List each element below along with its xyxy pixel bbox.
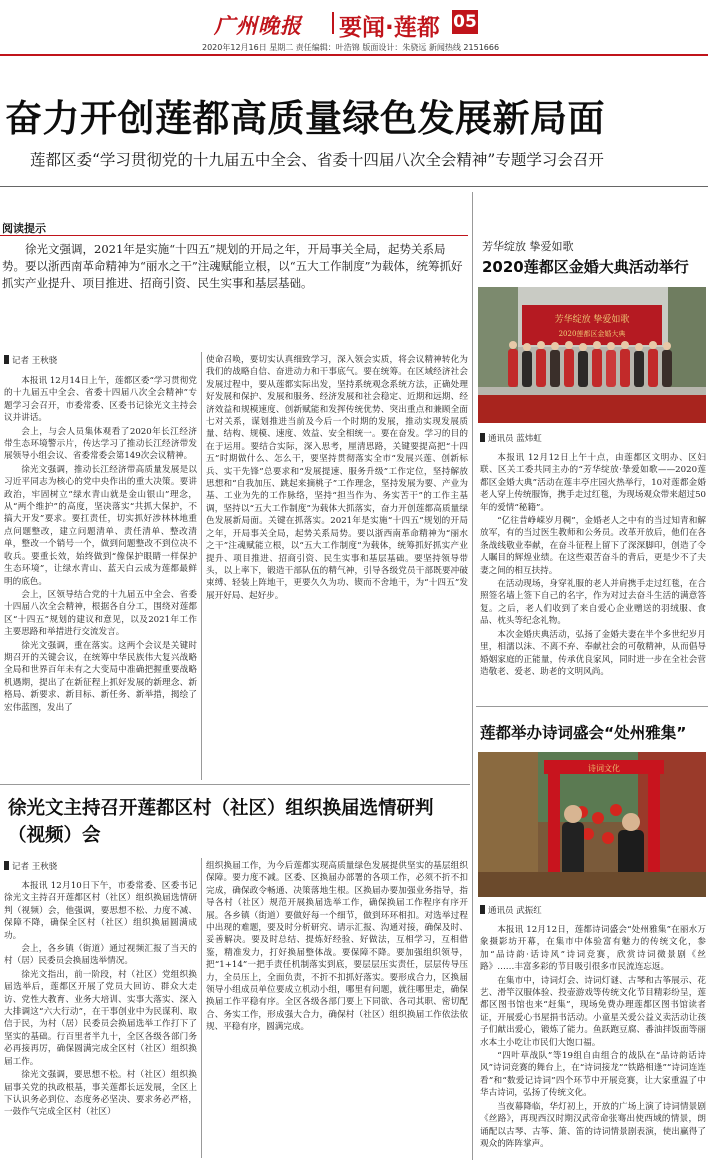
story1-column-1: [4, 375, 197, 780]
story3-para: “亿往昔峥嵘岁月稠”，金婚老人之中有的当过知青和解放军，有的当过医生教师和公务员。改革开放后，他们在各条战线敬业奉献，在奋斗征程上留下了深深脚印，创造了令人瞩目的辉煌业绩。在这些艰苦奋斗的背后，更是少不了夫妻之间的相互扶持。: [480, 516, 706, 576]
story4-para: 当夜幕降临，华灯初上，开放的广场上演了诗词情景剧《丝路》，再现西汉时期汉武帝命张骞出使西域的情景，朗诵配以古琴、古筝、箫、笛的诗词情景剧表演，使出赢得了观众的阵阵掌声。: [480, 1101, 706, 1149]
poetry-festival-photo: [478, 752, 706, 897]
story3-byline: [480, 432, 542, 444]
story3-para: 本次金婚庆典活动，弘扬了金婚夫妻在半个多世纪岁月里，相濡以沫、不离不弃、奉献社会的可敬精神，从而倡导婚姻家庭的正能量，传承优良家风，同时进一步在全社会营造敬老、爱老、助老的文明风尚。: [480, 629, 706, 677]
story4-para: 在集市中，诗词灯会、诗词灯谜、古琴和古筝展示、花艺、滑竿汉服体验、投壶游戏等传统文化节目精彩纷呈，莲都区图书馆也来“赶集”，现场免费办理莲都区图书馆读者证，开展爱心书屋捐书活动。小童星关爱公益义卖活动让孩子们献出爱心，锻炼了能力。鱼跃跑豆腐、番油拌饭面等丽水本土小吃让市民们大饱口福。: [480, 975, 706, 1048]
story3-para: 在活动现场，身穿礼服的老人并肩携手走过红毯，在合照签名墙上签下自己的名字，作为对过去奋斗生活的满意答复。之后，老人们收到了来自爱心企业赠送的羽绒服、食品、枕头等纪念礼物。: [480, 579, 706, 627]
story3-para: 本报讯 12月12日上午十点，由莲都区文明办、区妇联、区关工委共同主办的“芳华绽放·挚爱如歌——2020莲都区金婚大典”活动在莲丰亭庄园火热举行，10对莲都金婚老人穿上传统服饰，携手走过红毯，为现场观众带来超过50年的爱情“秘籍”。: [480, 453, 706, 513]
story4-byline-text: 通讯员 武振红: [488, 906, 542, 916]
newspaper-logo: 广州晚报: [214, 13, 302, 38]
story3-body: [480, 452, 706, 700]
story1-col1-para: 会上，区领导结合党的十九届五中全会、省委十四届八次全会精神，根据各自分工，围绕对莲都区“十四五”规划的建议和意见，以及2021年工作主要思路和举措进行交流发言。: [4, 589, 197, 638]
lead-label: 阅读提示: [2, 222, 46, 235]
photo-banner-text: 诗词文化: [588, 764, 620, 773]
story4-para: “四叶草战队”等19组自由组合的战队在“品诗韵话诗风”诗词竞赛的舞台上，在“诗词接龙”“铁路相逢”“诗词连连看”和“数爱记诗词”四个环节中开展竞赛，让大家重温了中华古诗词，弘扬了传统文化。: [480, 1051, 706, 1099]
story2-byline-text: 记者 王秋骁: [12, 862, 58, 872]
masthead-divider: [332, 12, 334, 34]
poetry-festival-photo-art: [478, 752, 706, 897]
story2-column-1: [4, 880, 197, 1160]
byline-marker-icon: [4, 355, 9, 364]
main-headline: 奋力开创莲都高质量绿色发展新局面: [5, 97, 605, 140]
story3-byline-text: 通讯员 蓝炜虹: [488, 434, 542, 444]
story2-column-2: [206, 860, 468, 1160]
column-divider-main: [472, 192, 473, 1160]
masthead-rule: [0, 54, 708, 56]
story4-byline: [480, 904, 542, 916]
story2-col1-para: 会上，各乡镇（街道）通过视频汇报了当天的村（居）民委员会换届选举情况。: [4, 944, 197, 967]
story2-col1-para: 本报讯 12月10日下午，市委常委、区委书记徐光文主持召开莲都区村（社区）组织换届选情研判（视频）会，他强调，要思想不松、力度不减、保障不降，确保全区村（社区）组织换届圆满成功。: [4, 881, 197, 941]
story4-body: [480, 924, 706, 1160]
section-title: 要闻·莲都: [339, 15, 440, 41]
golden-wedding-photo: [478, 287, 706, 423]
story1-col1-para: 会上，与会人员集体观看了2020年长江经济带生态环境警示片，传达学习了推动长江经济带发展领导小组会议、省委常委会第149次会议精神。: [4, 426, 197, 462]
issue-info: 2020年12月16日 星期二 责任编辑：叶浩锦 版面设计：朱骁远 新闻热线 2151666: [202, 43, 500, 52]
story2-col2-para: 组织换届工作，为今后莲都实现高质量绿色发展提供坚实的基层组织保障。要力度不减。区委、区换届办部署的各项工作，必须不折不扣完成，确保政令畅通、决策落地生根。区换届办要加强业务指导，指导各村（社区）规范开展换届选举工作，确保换届工作程序有序开展。各乡镇（街道）要做好每一个细节，做到环环相扣。对选举过程中出现的难题，要及时分析研究、请示汇报、沟通对接，确保及时、妥善解决。要及时总结、提炼好经验、好做法，互相学习，互相借鉴，精准发力，打好换届整体战。要保障不降。要加强组织领导，把“1+14”一把手责任机制落实到底，要层层压实责任，层层传导压力，全员压上，全面负责，不折不扣抓好落实。要形成合力，区换届领导小组成员单位要成立机动小组，哪里有问题，就往哪里走，确保换届工作平稳有序。全区各级各部门要上下同欲、各司其职、密切配合、务实工作，形成强大合力，确保村（社区）组织换届工作依法依规、平稳有序，圆满完成。: [206, 861, 468, 1033]
column-divider-story2: [201, 858, 202, 1158]
byline-marker-icon: [4, 861, 9, 870]
story2-headline: 徐光文主持召开莲都区村（社区）组织换届选情研判（视频）会: [8, 798, 434, 846]
masthead: [0, 0, 708, 52]
photo-banner-text: 芳华绽放 挚爱如歌: [554, 315, 630, 325]
story3-kicker: 芳华绽放 挚爱如歌: [482, 240, 574, 253]
page-number-badge: 05: [453, 12, 477, 32]
right-story-separator: [476, 706, 708, 707]
story1-byline: [4, 354, 57, 366]
headline-rule: [0, 186, 708, 187]
story1-col1-para: 徐光文强调，重在落实。这两个会议是关键时期召开的关键会议，在统筹中华民族伟大复兴战略全局和世界百年未有之大变局中准确把握重要战略机遇期，提出了在新征程上抓好发展的新理念、新格局、新要求、新目标、新任务、新举措，揭绘了宏伟蓝图，发出了: [4, 640, 197, 713]
byline-marker-icon: [480, 905, 485, 914]
story1-col1-para: 本报讯 12月14日上午，莲都区委“学习贯彻党的十九届五中全会、省委十四届八次全会精神”专题学习会召开，市委常委、区委书记徐光文主持会议并讲话。: [4, 376, 197, 424]
byline-marker-icon: [480, 433, 485, 442]
story1-col2-para: 使命召唤，要切实认真细致学习，深入领会实质，将会议精神转化为我们的战略自信、奋进动力和干事底气。要在统筹。在区域经济社会发展过程中，要从莲都实际出发，坚持系统观念系统方法，正确处理好发展和保护、发展和服务、经济发展和社会稳定、近期和远期、经济效益和规模速度、创新赋能和发挥传统优势、突出重点和兼顾全面七对关系，谋划推进当前及今后一个时期的发展，推动实现发展质量、结构、规模、速度、效益、安全相统一。要在奋发。学习的目的在于运用。要结合实际，深入思考，厘清思路，关键要提高把“十四五”时期做什么、怎么干，要坚持贯彻落实全市“发展兴莲、创新标兵、实干先锋”总要求和“发展提速、服务升级”工作定位，坚持解放思想和“自我加压、跳起来摘桃子”工作理念，坚持发展为要、产业为基、工业为先的工作脉络，坚持“担当作为、务实苦干”的工作主基调，坚持以“五大工作制度”为载体大抓落实，奋力开创莲都高质量绿色发展新局面。关键在抓落实。2021年是实施“十四五”规划的开局之年，开局事关全局，起势关系局势。要以浙西南革命精神为“丽水之干”注魂赋能立根，以“五大工作制度”为载体，统筹抓好抓实产业提升、项目推进、招商引资、民生实事和基层基础。要坚持领导带头，以上率下，锻造干部队伍的精气神，引导各级党员干部既要冲破束缚、轻装上阵地干，更要久久为功、锲而不舍地干，为“十四五”发展开好局、起好步。: [206, 355, 468, 601]
column-divider-story1: [201, 352, 202, 780]
story2-col1-para: 徐光文指出，前一阶段，村（社区）党组织换届选举后，莲都区开展了党员大回访、群众大走访、党性大教育、业务大培训、实事大落实、深入大排调这“六大行动”，在干事创业中为民谋利、取信于民，为村（居）民委员会换届选举工作打下了坚实的基础。行百里者半九十，全区各级各部门务必再接再厉，确保圆满完成全区村（社区）组织换届工作。: [4, 969, 197, 1067]
lead-text: 徐光文强调，2021年是实施“十四五”规划的开局之年，开局事关全局，起势关系局势。要以浙西南革命精神为“丽水之干”注魂赋能立根，以“五大工作制度”为载体，统筹抓好抓实产业提升、项目推进、招商引资、民生实事和基层基础。: [2, 242, 463, 290]
story2-byline: [4, 860, 57, 872]
story2-col1-para: 徐光文强调，要思想不松。村（社区）组织换届事关党的执政根基，事关莲都长远发展，全区上下认识务必到位、态度务必坚决、要求务必严格，一鼓作气完成全区村（社区）: [4, 1070, 197, 1118]
photo-banner-subtext: 2020莲都区金婚大典: [558, 330, 626, 338]
story-separator: [0, 784, 470, 785]
story1-col1-para: 徐光文强调，推动长江经济带高质量发展是以习近平同志为核心的党中央作出的重大决策。要讲政治，牢固树立“绿水青山就是金山银山”理念，从“两个维护”的高度，坚决落实“共抓大保护，不搞大开发”要求。要扛责任，切实抓好涉林林地重点问题整改，建立问题清单、责任清单、整改清单，整改一个销号一个，做到问题整改不到位决不收兵。要重长效，始终做到“像保护眼睛一样保护生态环境”，让绿水青山、蓝天白云成为莲都最鲜明的底色。: [4, 464, 197, 587]
golden-wedding-photo-art: [478, 287, 706, 423]
lead-rule: [0, 235, 468, 236]
story1-byline-text: 记者 王秋骁: [12, 356, 58, 366]
story4-headline: 莲都举办诗词盛会“处州雅集”: [480, 724, 687, 742]
story3-headline: 2020莲都区金婚大典活动举行: [482, 258, 689, 276]
main-subheadline: 莲都区委“学习贯彻党的十九届五中全会、省委十四届八次全会精神”专题学习会召开: [30, 151, 604, 169]
story4-para: 本报讯 12月12日，莲都诗词盛会“处州雅集”在丽水万象摄影坊开幕，在集市中体验富有魅力的传统文化，参加“品诗韵·话诗风”诗词竞赛，欣赏诗词微景剧《丝路》……丰富多彩的节目吸引很多市民流连忘返。: [480, 925, 706, 973]
story1-column-2: [206, 354, 468, 780]
